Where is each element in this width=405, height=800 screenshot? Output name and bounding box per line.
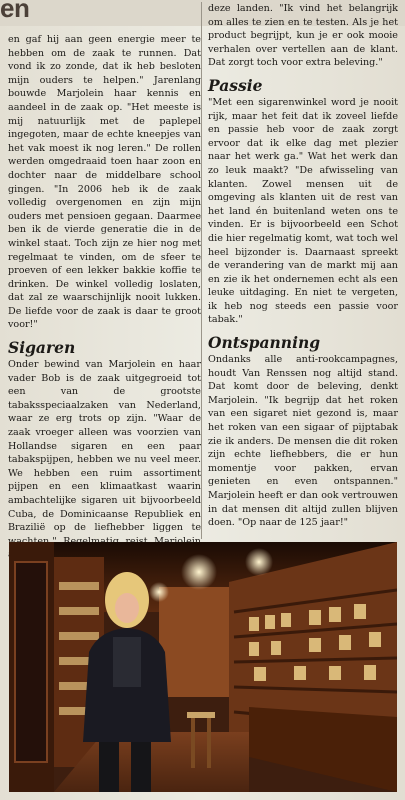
section-heading-ontspanning: Ontspanning: [208, 333, 321, 353]
column-divider: [201, 2, 202, 539]
left-intro-paragraph: en gaf hij aan geen energie meer te hebben om de zaak te runnen. Dat vond ik zo zonde, dat ik heb besloten mijn ouders te helpen." Jarenlang bouwde Marjolein haar kennis en aandeel in de zaak op. "Het meeste is mij natuurlijk met de paplepel ingegoten, maar de echte kneepjes van het vak moest ik nog leren." De rollen werden omgedraaid toen haar zoon en dochter naar de middelbare school gingen. "In 2006 heb ik de zaak volledig overgenomen en zijn mijn ouders met pensioen gegaan. Daarmee ben ik de vierde generatie die in de winkel staat. Toch zijn ze hier nog met regelmaat te vinden, om de sfeer te proeven of een lekker bakkie koffie te drinken. De winkel volledig loslaten, dat zal ze waarschijnlijk nooit lukken. De liefde voor de zaak is daar te groot voor!": [8, 34, 201, 331]
shop-photo-illustration: [9, 542, 397, 792]
shop-photo: [9, 542, 397, 792]
display-counter: [249, 707, 397, 792]
stool: [187, 712, 215, 718]
section-heading-passie: Passie: [208, 75, 263, 95]
section-heading-sigaren: Sigaren: [8, 338, 76, 358]
header-kicker: en: [0, 0, 30, 23]
ontspanning-paragraph: Ondanks alle anti-rookcampagnes, houdt Van Renssen nog altijd stand. Dat komt door de beleving, denkt Marjolein. "Ik begrijp dat het roken van een sigaret niet gezond is, maar het roken van een sigaar of pijptabak zie ik anders. De mensen die dit roken zijn echte liefhebbers, die er hun momentje voor pakken, ervan genieten en even ontspannen." Marjolein heeft er dan ook vertrouwen in dat mensen dit altijd zullen blijven doen. "Op naar de 125 jaar!": [208, 354, 398, 529]
sigaren-paragraph: Onder bewind van Marjolein en haar vader Bob is de zaak uitgegroeid tot een van de grootste tabaksspeciaalzaken van Nederland, waar ze erg trots op zijn. "Waar de zaak vroeger alleen was voorzien van Hollandse sigaren en een paar tabakspijpen, hebben we nu veel meer. We hebben een ruim assortiment pijpen en een klimaatkast waarin ambachtelijke sigaren uit bijvoorbeeld Cuba, de Dominicaanse Republiek en Brazilië op de liefhebber liggen te: [8, 359, 201, 534]
right-column: [208, 2, 398, 530]
left-column: [8, 33, 201, 562]
right-intro-paragraph: deze landen. "Ik vind het belangrijk om alles te zien en te testen. Als je het product begrijpt, kun je er ook mooie verhalen over vertellen aan de klant. Dat zorgt toch voor extra beleving.": [208, 3, 398, 69]
passie-paragraph: "Met een sigarenwinkel word je nooit rijk, maar het feit dat ik zoveel liefde en passie heb voor de zaak zorgt ervoor dat ik elke dag met plezier naar het werk ga." Wat het werk dan zo leuk maakt? "De afwisseling van klanten. Zowel mensen uit de omgeving als klanten uit de rest van het land én buitenland weten ons te vinden. Er is bijvoorbeeld een Schot die hier regelmatig komt, wat toch wel heel bijzonder is. Daarnaast spreekt de verandering van de markt mij aan en zie ik het ondernemen echt als een leuke uitdaging. En niet te vergeten, ik heb nog steeds een passie voor tabak.": [208, 96, 398, 326]
